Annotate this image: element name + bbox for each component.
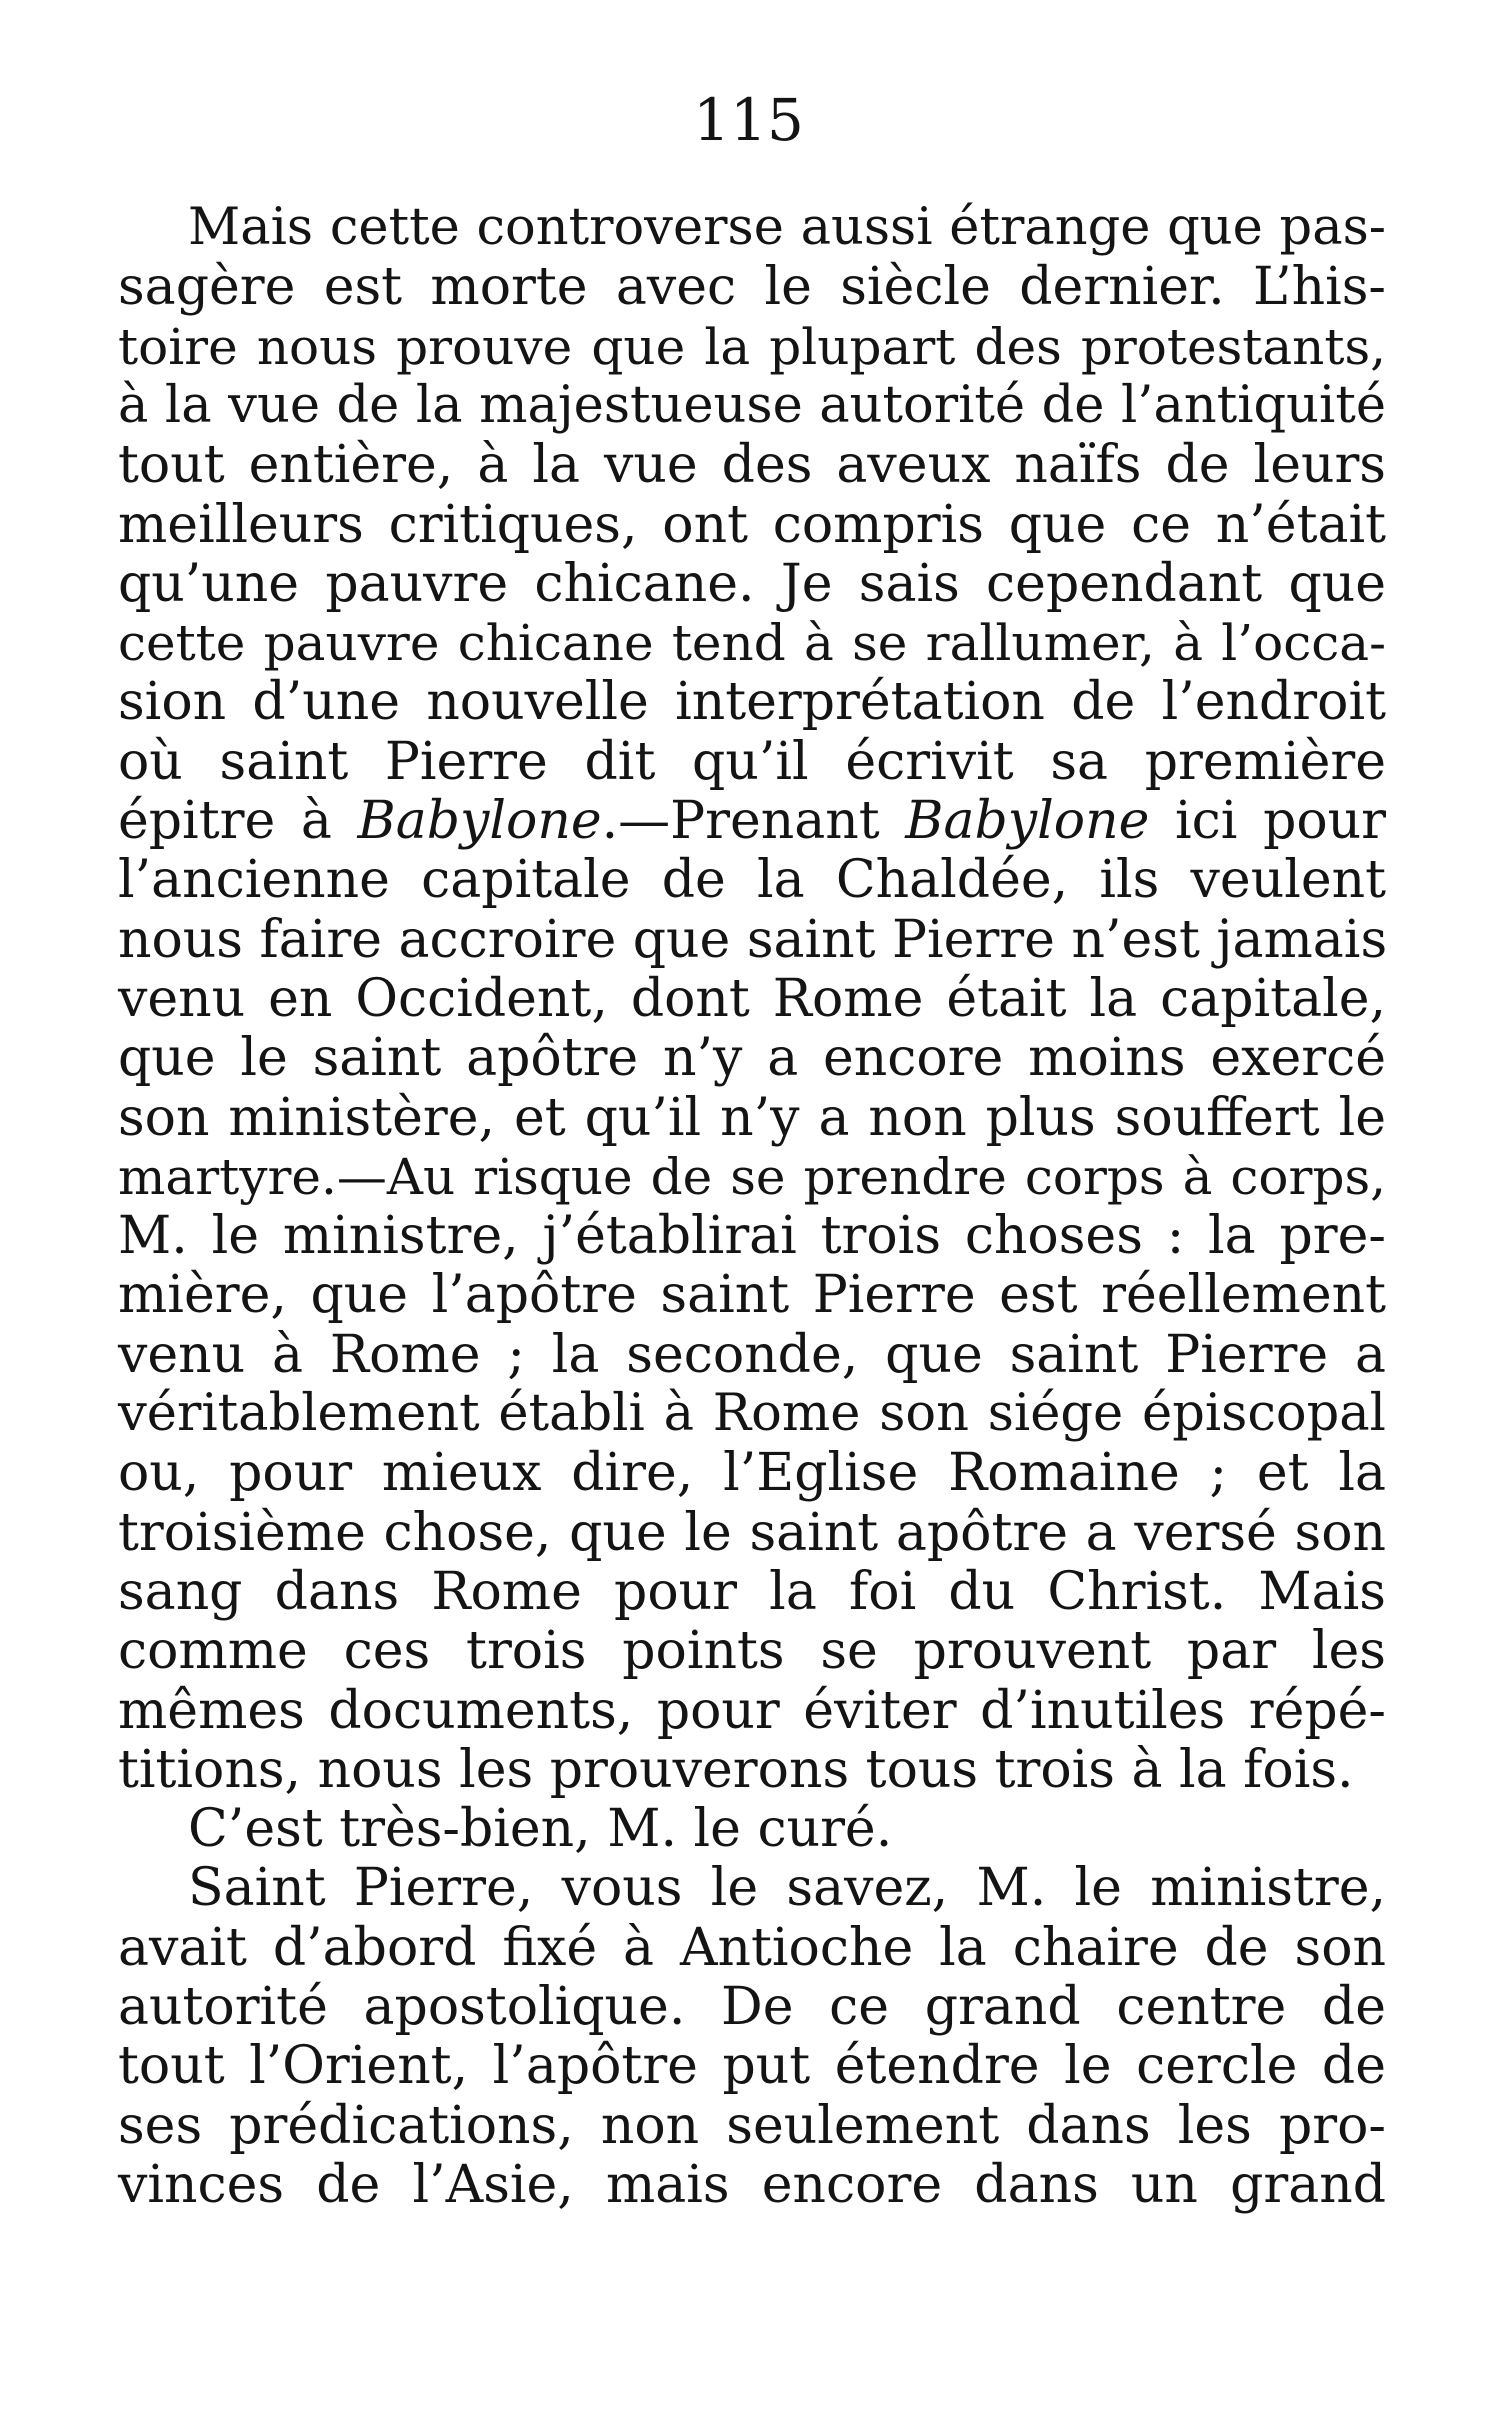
- text-line: [118, 789, 1386, 853]
- text-line: [188, 1856, 1386, 1920]
- text-line: [118, 611, 1386, 675]
- text-line: [118, 848, 1386, 912]
- text-segment: tout l’Orient, l’apôtre put étendre le cercle de: [118, 2036, 1386, 2097]
- text-segment: qu’une pauvre chicane. Je sais cependant que: [118, 553, 1386, 614]
- text-segment: avait d’abord fixé à Antioche la chaire de son: [118, 1917, 1386, 1978]
- text-line: [118, 1026, 1386, 1090]
- text-line: [118, 1619, 1386, 1683]
- body-text: [118, 196, 1388, 2215]
- text-segment: mêmes documents, pour éviter d’inutiles répé-: [118, 1680, 1386, 1741]
- text-segment: venu en Occident, dont Rome était la capitale,: [118, 968, 1386, 1029]
- text-segment: comme ces trois points se prouvent par les: [118, 1621, 1386, 1682]
- text-segment: Saint Pierre, vous le savez, M. le ministre,: [188, 1858, 1386, 1919]
- text-line: [118, 1560, 1386, 1624]
- text-line: [118, 2034, 1386, 2098]
- text-segment: sagère est morte avec le siècle dernier. L’his-: [118, 257, 1386, 318]
- text-line: [118, 908, 1386, 972]
- text-line: [118, 1501, 1386, 1565]
- text-segment: C’est très-bien, M. le curé.: [188, 1799, 893, 1860]
- text-segment: où saint Pierre dit qu’il écrivit sa première: [118, 731, 1386, 792]
- text-line: [188, 196, 1386, 260]
- text-segment: venu à Rome ; la seconde, que saint Pierre a: [118, 1324, 1386, 1385]
- text-line: [118, 374, 1386, 438]
- text-segment: mière, que l’apôtre saint Pierre est réellement: [118, 1265, 1386, 1326]
- text-segment: ses prédications, non seulement dans les pro-: [118, 2095, 1386, 2156]
- text-segment: M. le ministre, j’établirai trois choses : la pre-: [118, 1206, 1386, 1267]
- text-segment: véritablement établi à Rome son siége épiscopal: [118, 1384, 1386, 1443]
- text-line: [118, 1916, 1386, 1980]
- text-segment: sang dans Rome pour la foi du Christ. Mais: [118, 1561, 1386, 1622]
- text-line: [118, 1679, 1386, 1743]
- text-line: [118, 1382, 1386, 1446]
- page-number: 115: [693, 86, 804, 154]
- text-line: [118, 670, 1386, 734]
- text-segment: vinces de l’Asie, mais encore dans un grand: [118, 2154, 1386, 2215]
- italic-text: Babylone: [357, 791, 602, 851]
- text-line: [118, 1204, 1386, 1268]
- text-segment: que le saint apôtre n’y a encore moins exercé: [118, 1028, 1386, 1089]
- text-line: [118, 315, 1386, 379]
- text-line: [118, 1323, 1386, 1387]
- text-segment: épitre à: [118, 791, 358, 851]
- text-line: [118, 967, 1386, 1031]
- text-line: [118, 433, 1386, 497]
- text-segment: titions, nous les prouverons tous trois à la fois.: [118, 1739, 1354, 1800]
- text-line: [118, 552, 1386, 616]
- text-segment: troisième chose, que le saint apôtre a versé son: [118, 1502, 1386, 1563]
- text-line: [118, 1738, 1354, 1802]
- text-line: [118, 2153, 1386, 2217]
- text-segment: autorité apostolique. De ce grand centre de: [118, 1977, 1386, 2037]
- text-segment: martyre.—Au risque de se prendre corps à corps,: [118, 1147, 1386, 1206]
- text-segment: ou, pour mieux dire, l’Eglise Romaine ; et la: [118, 1443, 1386, 1504]
- text-line: [118, 730, 1386, 794]
- text-segment: son ministère, et qu’il n’y a non plus souffert le: [118, 1087, 1386, 1148]
- text-segment: ici pour: [1149, 791, 1387, 851]
- text-segment: nous faire accroire que saint Pierre n’est jamais: [118, 909, 1388, 970]
- italic-text: Babylone: [905, 791, 1150, 851]
- text-segment: cette pauvre chicane tend à se rallumer, à l’occa-: [118, 614, 1386, 673]
- text-segment: meilleurs critiques, ont compris que ce n’était: [118, 494, 1386, 555]
- text-line: [118, 1441, 1386, 1505]
- text-line: [118, 1263, 1386, 1327]
- text-segment: à la vue de la majestueuse autorité de l’antiquité: [118, 375, 1386, 435]
- text-line: [118, 1145, 1386, 1209]
- text-segment: Mais cette controverse aussi étrange que pas-: [188, 198, 1386, 257]
- text-line: [118, 493, 1386, 557]
- text-segment: toire nous prouve que la plupart des protestants,: [118, 317, 1386, 376]
- text-segment: sion d’une nouvelle interprétation de l’endroit: [118, 672, 1386, 733]
- text-line: [188, 1797, 892, 1861]
- text-line: [118, 1086, 1386, 1150]
- text-segment: .—Prenant: [601, 791, 906, 851]
- text-segment: l’ancienne capitale de la Chaldée, ils veulent: [118, 850, 1386, 911]
- text-line: [118, 1975, 1386, 2039]
- text-line: [118, 255, 1386, 319]
- text-segment: tout entière, à la vue des aveux naïfs de leurs: [118, 435, 1386, 496]
- text-line: [118, 2094, 1386, 2158]
